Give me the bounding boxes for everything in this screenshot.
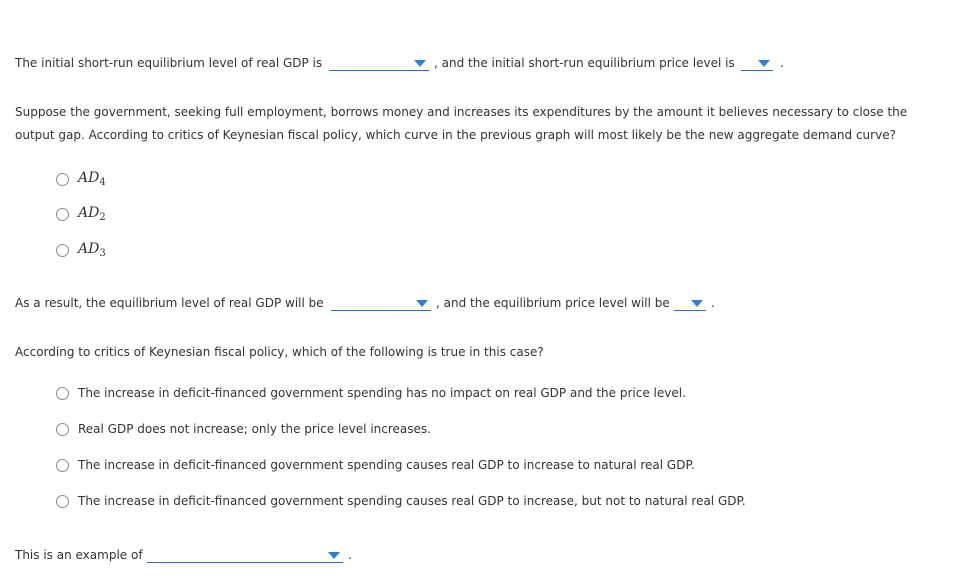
radio-button[interactable] [56, 244, 69, 257]
q2-prompt-line1: Suppose the government, seeking full employment, borrows money and increases its expenditures by the amount it believes necessary to close the [15, 105, 908, 119]
q1-price-dropdown[interactable] [741, 56, 773, 71]
q3-text-before: As a result, the equilibrium level of real GDP will be [15, 296, 324, 310]
chevron-down-icon [691, 300, 703, 307]
option-label: $AD_2$ [78, 205, 106, 223]
q2-option-ad4[interactable] [56, 170, 106, 188]
chevron-down-icon [758, 60, 770, 67]
q5-text-before: This is an example of [15, 548, 143, 562]
q5-example-dropdown[interactable] [147, 548, 343, 563]
q4-option-not-natural[interactable] [56, 494, 746, 508]
q3-gdp-dropdown[interactable] [331, 296, 431, 311]
q3-price-dropdown[interactable] [674, 296, 706, 311]
q2-prompt-line2: output gap. According to critics of Keynesian fiscal policy, which curve in the previous graph will most likely be the new aggregate demand curve? [15, 128, 896, 142]
chevron-down-icon [416, 300, 428, 307]
q3-text-middle: , and the equilibrium price level will be [436, 296, 670, 310]
q2-option-ad2[interactable] [56, 205, 106, 223]
option-label: $AD_4$ [78, 170, 106, 188]
option-label: The increase in deficit-financed government spending has no impact on real GDP and the price level. [78, 386, 686, 400]
chevron-down-icon [328, 552, 340, 559]
q4-option-to-natural[interactable] [56, 458, 695, 472]
radio-button[interactable] [56, 173, 69, 186]
radio-button[interactable] [56, 423, 69, 436]
q1-text-end: . [780, 56, 784, 70]
radio-button[interactable] [56, 459, 69, 472]
q1-text-before: The initial short-run equilibrium level of real GDP is [15, 56, 323, 70]
radio-button[interactable] [56, 208, 69, 221]
radio-button[interactable] [56, 495, 69, 508]
q4-prompt: According to critics of Keynesian fiscal policy, which of the following is true in this case? [15, 345, 544, 359]
q5-text-end: . [348, 548, 352, 562]
option-label: $AD_3$ [78, 241, 106, 259]
chevron-down-icon [414, 60, 426, 67]
q1-text-middle: , and the initial short-run equilibrium price level is [434, 56, 735, 70]
radio-button[interactable] [56, 387, 69, 400]
q3-text-end: . [711, 296, 715, 310]
option-label: Real GDP does not increase; only the price level increases. [78, 422, 431, 436]
option-label: The increase in deficit-financed government spending causes real GDP to increase to natural real GDP. [78, 458, 695, 472]
q2-option-ad3[interactable] [56, 241, 106, 259]
q4-option-price-only[interactable] [56, 422, 431, 436]
q4-option-no-impact[interactable] [56, 386, 686, 400]
option-label: The increase in deficit-financed government spending causes real GDP to increase, but not to natural real GDP. [78, 494, 746, 508]
q1-gdp-dropdown[interactable] [329, 56, 429, 71]
